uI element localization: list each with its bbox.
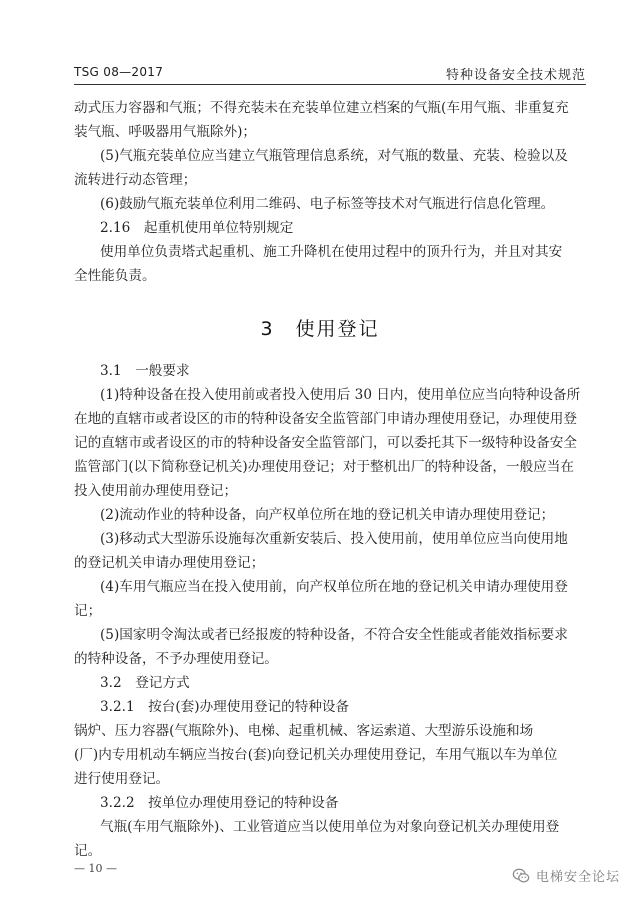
- text-line: 监管部门(以下简称登记机关)办理使用登记；对于整机出厂的特种设备，一般应当在: [74, 459, 574, 475]
- text-line: 记。: [74, 843, 102, 859]
- page-number: — 10 —: [74, 862, 117, 875]
- text-line: 全性能负责。: [74, 268, 156, 284]
- text-line: 的特种设备，不予办理使用登记。: [74, 651, 278, 667]
- section-heading: 3.1 一般要求: [100, 363, 190, 379]
- text-line: 使用单位负责塔式起重机、施工升降机在使用过程中的顶升行为，并且对其安: [100, 244, 563, 260]
- text-line: 的登记机关申请办理使用登记；: [74, 555, 265, 571]
- text-line: 在地的直辖市或者设区的市的特种设备安全监管部门申请办理使用登记，办理使用登: [74, 411, 577, 427]
- subsection-heading: 3.2.1 按台(套)办理使用登记的特种设备: [100, 699, 350, 715]
- running-header: [74, 62, 586, 85]
- text-line: (4)车用气瓶应当在投入使用前，向产权单位所在地的登记机关申请办理使用登: [100, 579, 568, 595]
- text-line: (厂)内专用机动车辆应当按台(套)向登记机关办理使用登记，车用气瓶以车为单位: [74, 747, 558, 763]
- text-line: 记的直辖市或者设区的市的特种设备安全监管部门，可以委托其下一级特种设备安全: [74, 435, 577, 451]
- subsection-heading: 3.2.2 按单位办理使用登记的特种设备: [100, 795, 339, 811]
- chapter-heading: 3 使用登记: [260, 318, 380, 340]
- text-line: (1)特种设备在投入使用前或者投入使用后 30 日内，使用单位应当向特种设备所: [100, 387, 581, 403]
- text-line: (5)国家明令淘汰或者已经报废的特种设备，不符合安全性能或者能效指标要求: [100, 627, 568, 643]
- text-line: 投入使用前办理使用登记；: [74, 483, 238, 499]
- standard-code: TSG 08—2017: [74, 65, 164, 79]
- watermark: [512, 866, 620, 885]
- watermark-text: 电梯安全论坛: [535, 870, 620, 885]
- text-line: 动式压力容器和气瓶；不得充装未在充装单位建立档案的气瓶(车用气瓶、非重复充: [74, 100, 569, 116]
- text-line: 记；: [74, 603, 102, 619]
- text-line: 装气瓶、呼吸器用气瓶除外)；: [74, 124, 257, 140]
- text-line: (2)流动作业的特种设备，向产权单位所在地的登记机关申请办理使用登记；: [100, 507, 555, 523]
- text-line: (5)气瓶充装单位应当建立气瓶管理信息系统，对气瓶的数量、充装、检验以及: [100, 148, 568, 164]
- standard-title: 特种设备安全技术规范: [445, 68, 586, 83]
- text-line: 锅炉、压力容器(气瓶除外)、电梯、起重机械、客运索道、大型游乐设施和场: [74, 723, 534, 739]
- text-line: (3)移动式大型游乐设施每次重新安装后、投入使用前，使用单位应当向使用地: [100, 531, 568, 547]
- text-line: 进行使用登记。: [74, 771, 170, 787]
- text-line: 气瓶(车用气瓶除外)、工业管道应当以使用单位为对象向登记机关办理使用登: [100, 819, 560, 835]
- wechat-icon: [512, 867, 530, 885]
- section-heading: 2.16 起重机使用单位特别规定: [100, 220, 294, 236]
- text-line: (6)鼓励气瓶充装单位利用二维码、电子标签等技术对气瓶进行信息化管理。: [100, 196, 555, 212]
- section-heading: 3.2 登记方式: [100, 675, 190, 691]
- text-line: 流转进行动态管理；: [74, 172, 197, 188]
